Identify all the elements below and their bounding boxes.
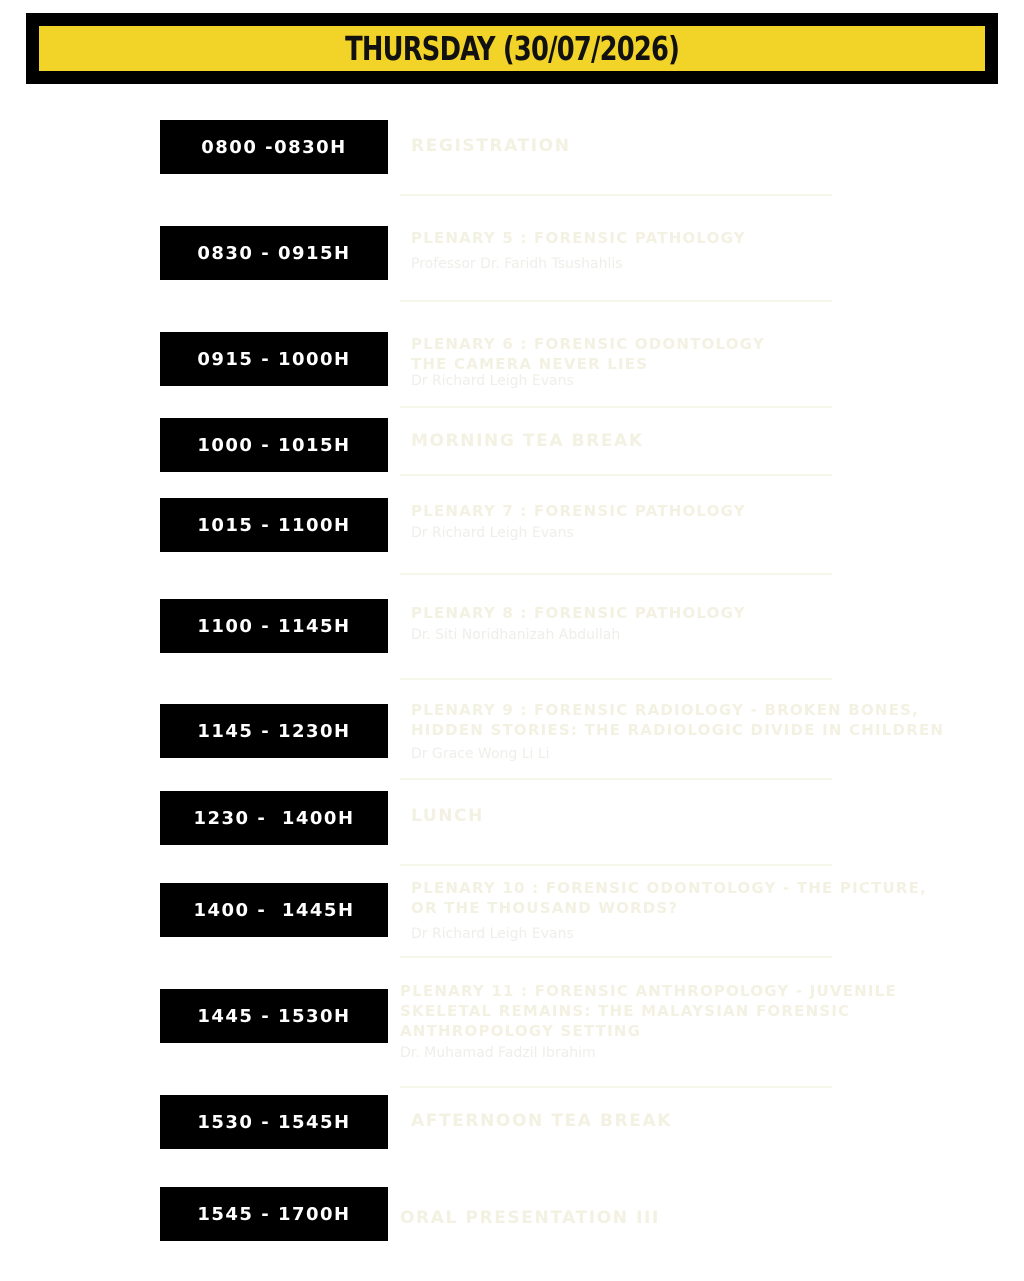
time-slot-1445: 1445 - 1530H: [160, 989, 388, 1043]
session-registration: [411, 136, 951, 156]
session-plenary-9: [411, 700, 951, 764]
session-title: MORNING TEA BREAK: [411, 431, 644, 451]
session-title: ORAL PRESENTATION III: [400, 1208, 660, 1228]
day-header: [26, 13, 998, 84]
divider: [400, 678, 832, 680]
divider: [400, 864, 832, 866]
time-slot-1000: 1000 - 1015H: [160, 418, 388, 472]
session-title: PLENARY 6 : FORENSIC ODONTOLOGY THE CAMERA NEVER LIES: [411, 335, 765, 373]
session-plenary-5: [411, 228, 951, 274]
session-title: PLENARY 10 : FORENSIC ODONTOLOGY - THE PICTURE, OR THE THOUSAND WORDS?: [411, 879, 927, 917]
session-speaker: Dr Richard Leigh Evans: [411, 926, 574, 942]
session-title: PLENARY 5 : FORENSIC PATHOLOGY: [411, 229, 746, 247]
session-speaker: Dr. Muhamad Fadzil Ibrahim: [400, 1045, 596, 1061]
divider: [400, 474, 832, 476]
divider: [400, 194, 832, 196]
session-speaker: Dr Richard Leigh Evans: [411, 373, 574, 389]
divider: [400, 1086, 832, 1088]
session-title: AFTERNOON TEA BREAK: [411, 1111, 673, 1131]
session-lunch: [411, 806, 951, 826]
divider: [400, 300, 832, 302]
time-slot-1145: 1145 - 1230H: [160, 704, 388, 758]
time-slot-1015: 1015 - 1100H: [160, 498, 388, 552]
session-title: LUNCH: [411, 806, 484, 826]
session-title: REGISTRATION: [411, 136, 571, 156]
time-slot-1230: 1230 - 1400H: [160, 791, 388, 845]
divider: [400, 956, 832, 958]
divider: [400, 406, 832, 408]
session-speaker: Dr. Siti Noridhanizah Abdullah: [411, 627, 621, 643]
day-header-bar: [39, 26, 985, 71]
session-afternoon-tea: [411, 1111, 951, 1131]
session-plenary-8: [411, 603, 951, 645]
divider: [400, 573, 832, 575]
session-speaker: Professor Dr. Faridh Tsushahlis: [411, 256, 623, 272]
time-slot-0830: 0830 - 0915H: [160, 226, 388, 280]
session-plenary-7: [411, 501, 951, 543]
session-title: PLENARY 7 : FORENSIC PATHOLOGY: [411, 502, 746, 520]
divider: [400, 778, 832, 780]
session-morning-tea: [411, 431, 951, 451]
session-speaker: Dr Grace Wong Li Li: [411, 746, 550, 762]
session-title: PLENARY 11 : FORENSIC ANTHROPOLOGY - JUVENILE SKELETAL REMAINS: THE MALAYSIAN FORENSIC ANTHROPOLOGY SETTING: [400, 982, 897, 1040]
time-slot-0915: 0915 - 1000H: [160, 332, 388, 386]
time-slot-1545: 1545 - 1700H: [160, 1187, 388, 1241]
session-oral-presentation: [400, 1208, 940, 1228]
session-plenary-10: [411, 878, 951, 944]
session-plenary-6: [411, 334, 951, 391]
time-slot-1100: 1100 - 1145H: [160, 599, 388, 653]
day-title: THURSDAY (30/07/2026): [344, 29, 680, 68]
time-slot-0800: 0800 -0830H: [160, 120, 388, 174]
time-slot-1530: 1530 - 1545H: [160, 1095, 388, 1149]
time-slot-1400: 1400 - 1445H: [160, 883, 388, 937]
session-speaker: Dr Richard Leigh Evans: [411, 525, 574, 541]
session-title: PLENARY 9 : FORENSIC RADIOLOGY - BROKEN BONES, HIDDEN STORIES: THE RADIOLOGIC DIVIDE IN CHILDREN: [411, 701, 945, 739]
session-plenary-11: [400, 981, 940, 1063]
session-title: PLENARY 8 : FORENSIC PATHOLOGY: [411, 604, 746, 622]
